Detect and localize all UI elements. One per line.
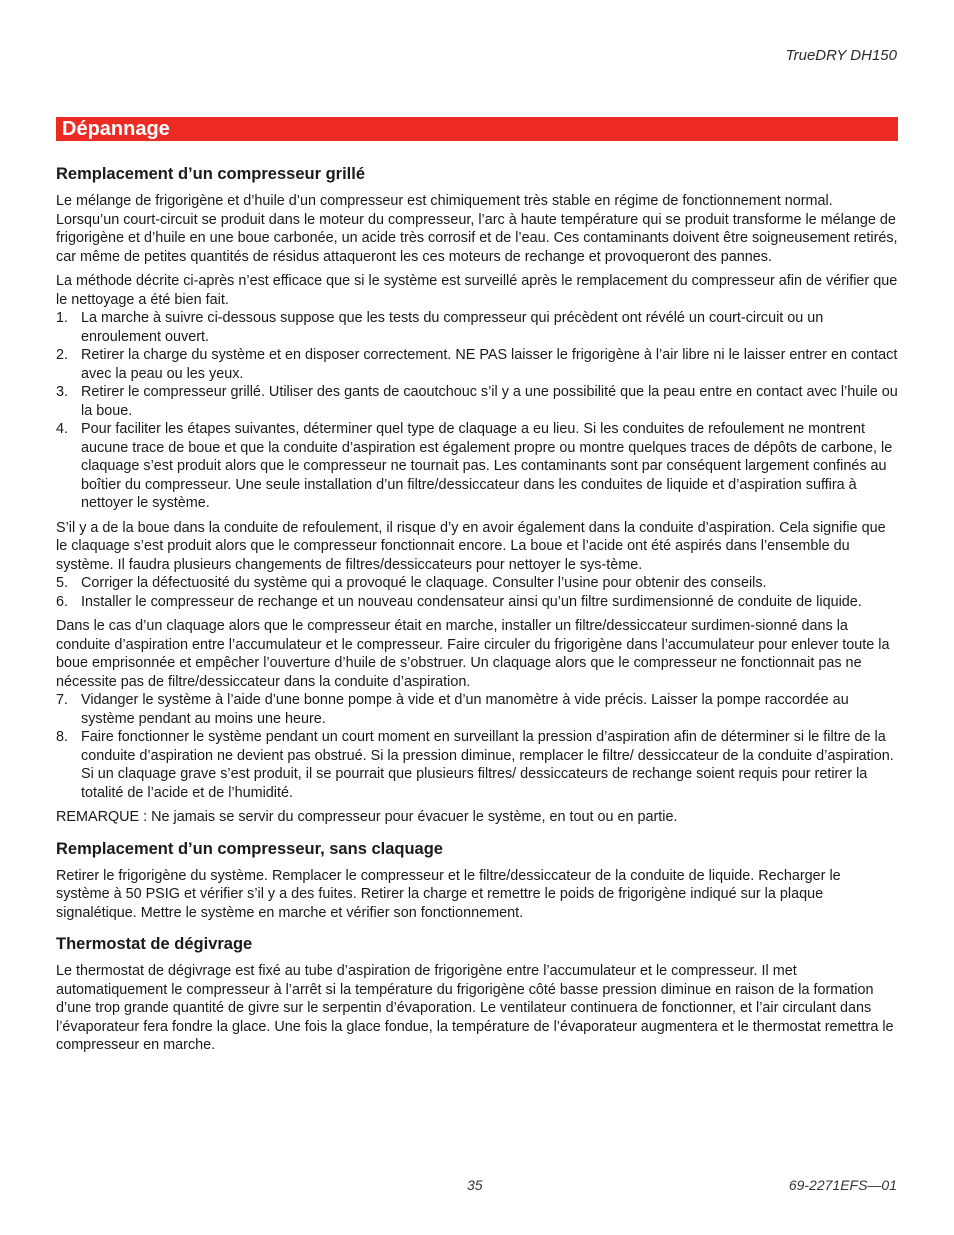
list-item: [56, 728, 898, 802]
document-number: 69-2271EFS—01: [788, 1177, 897, 1193]
step-text: Retirer le compresseur grillé. Utiliser des gants de caoutchouc s’il y a une possibilité que la peau entre en contact avec l’huile ou la boue.: [81, 384, 898, 419]
step-number: 4.: [56, 421, 69, 437]
list-item: [56, 420, 898, 513]
step-number: 7.: [56, 692, 69, 708]
step-number: 8.: [56, 729, 69, 745]
heading-compressor-no-burnout: Remplacement d’un compresseur, sans claquage: [56, 839, 443, 858]
paragraph: Dans le cas d’un claquage alors que le compresseur était en marche, installer un filtre/dessiccateur surdimen-sionné dans la conduite d’aspiration entre l’accumulateur et le compresseur. Faire circuler du frigorigène dans l’accumulateur pour enlever toute la boue emprisonnée et empêcher l’ouverture d’huile de s’obstruer. Un claquage alors que le compresseur ne fonctionnait pas ne nécessite pas de filtre/dessiccateur dans la conduite d’aspiration.: [56, 618, 890, 690]
section-title: Dépannage: [62, 118, 170, 140]
step-text: Vidanger le système à l’aide d’une bonne pompe à vide et d’un manomètre à vide précis. Laisser la pompe raccordée au système pendant au moins une heure.: [81, 692, 849, 727]
steps-list-3: [56, 691, 898, 802]
step-number: 3.: [56, 384, 69, 400]
list-item: [56, 383, 898, 420]
note: REMARQUE : Ne jamais se servir du compresseur pour évacuer le système, en tout ou en partie.: [56, 809, 678, 825]
step-text: Corriger la défectuosité du système qui a provoqué le claquage. Consulter l’usine pour obtenir des conseils.: [81, 575, 767, 591]
product-name: TrueDRY DH150: [785, 47, 897, 64]
steps-list-1: [56, 309, 898, 513]
paragraph: Le thermostat de dégivrage est fixé au tube d’aspiration de frigorigène entre l’accumulateur et le compresseur. Il met automatiquement le compresseur à l’arrêt si la température du frigorigène côté basse pression diminue en raison de la formation d’une trop grande quantité de givre sur le serpentin d’évaporation. Le ventilateur continuera de fonctionner, et l’air circulant dans l’évaporateur fera fondre la glace. Une fois la glace fondue, la température de l’évaporateur augmentera et le thermostat remettra le compresseur en marche.: [56, 963, 894, 1053]
paragraph: La méthode décrite ci-après n’est efficace que si le système est surveillé après le remplacement du compresseur afin de vérifier que le nettoyage a été bien fait.: [56, 273, 898, 308]
list-item: [56, 346, 898, 383]
heading-burned-compressor: Remplacement d’un compresseur grillé: [56, 165, 366, 183]
step-number: 5.: [56, 575, 69, 591]
step-number: 1.: [56, 310, 69, 326]
step-text: Pour faciliter les étapes suivantes, déterminer quel type de claquage a eu lieu. Si les conduites de refoulement ne montrent aucune trace de boue et que la conduite d’aspiration est également propre ou montre quelques traces de dépôts de carbone, le claquage s’est produit alors que le compresseur ne tournait pas. Les contaminants sont par conséquent largement confinés au boîtier du compresseur. Une seule installation d’un filtre/dessiccateur dans les conduites de liquide et d’aspiration suffira à nettoyer le système.: [81, 421, 893, 511]
list-item: [56, 309, 898, 346]
steps-list-2: [56, 574, 898, 611]
step-number: 6.: [56, 593, 69, 610]
page-number: 35: [467, 1177, 483, 1193]
step-text: La marche à suivre ci-dessous suppose que les tests du compresseur qui précèdent ont révélé un court-circuit ou un enroulement ouvert.: [81, 310, 824, 345]
heading-defrost-thermostat: Thermostat de dégivrage: [56, 935, 253, 953]
paragraph: S’il y a de la boue dans la conduite de refoulement, il risque d’y en avoir également dans la conduite d’aspiration. Cela signifie que le claquage s’est produit alors que le compresseur fonctionnait encore. La boue et l’acide ont été aspirés dans l’ensemble du système. Il faudra plusieurs changements de filtres/dessiccateurs pour nettoyer le sys-tème.: [56, 519, 886, 573]
section-title-bar: [56, 117, 898, 141]
step-number: 2.: [56, 347, 69, 363]
step-text: Faire fonctionner le système pendant un court moment en surveillant la pression d’aspiration afin de déterminer si le filtre de la conduite d’aspiration ne devient pas obstrué. Si la pression diminue, remplacer le filtre/ dessiccateur de la conduite d’aspiration. Si un claquage grave s’est produit, il se pourrait que plusieurs filtres/ dessiccateurs de rechange soient requis pour retirer la totalité de l’acide et de l’humidité.: [81, 729, 894, 801]
step-text: Installer le compresseur de rechange et un nouveau condensateur ainsi qu’un filtre surdimensionné de conduite de liquide.: [81, 593, 862, 610]
page-content: [56, 164, 898, 1061]
list-item: [56, 574, 898, 593]
paragraph: Le mélange de frigorigène et d’huile d’un compresseur est chimiquement très stable en régime de fonctionnement normal. Lorsqu’un court-circuit se produit dans le moteur du compresseur, l’arc à haute température qui se produit transforme le mélange de frigorigène et d’huile en une boue carbonée, un acide très corrosif et de l’eau. Ces contaminants doivent être soigneusement retirés, car même de petites quantités de résidus attaqueront les ces moteurs de rechange et provoqueront des pannes.: [56, 193, 898, 265]
step-text: Retirer la charge du système et en disposer correctement. NE PAS laisser le frigorigène à l’air libre ni le laisser entrer en contact avec la peau ou les yeux.: [81, 347, 898, 382]
list-item: [56, 593, 898, 612]
paragraph: Retirer le frigorigène du système. Remplacer le compresseur et le filtre/dessiccateur de la conduite de liquide. Recharger le système à 50 PSIG et vérifier s’il y a des fuites. Retirer la charge et remettre le poids de frigorigène indiqué sur la plaque signalétique. Mettre le système en marche et vérifier son fonctionnement.: [56, 867, 841, 921]
list-item: [56, 691, 898, 728]
